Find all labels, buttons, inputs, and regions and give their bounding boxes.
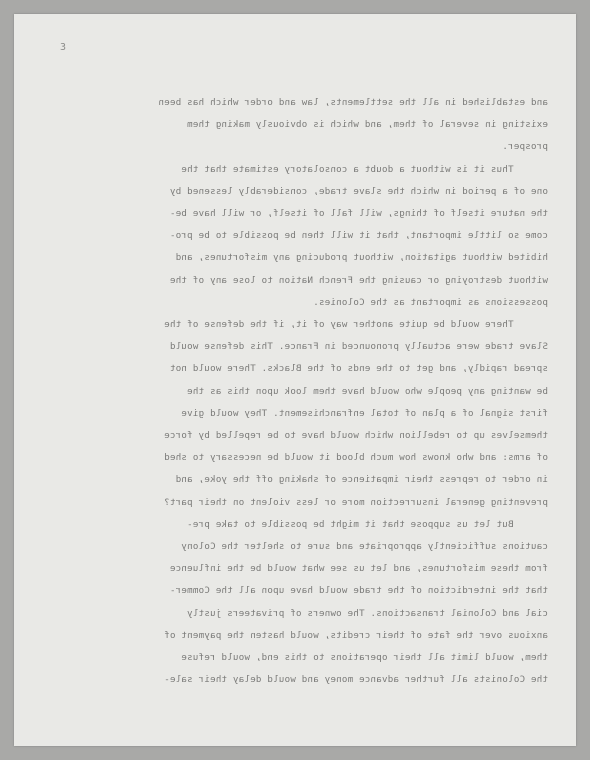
page-number: 3 <box>60 42 67 53</box>
text-line: the nature itself of things, will fall of itself, or will have be- <box>169 208 548 220</box>
text-line: possessions as important as the Colonies. <box>313 296 548 308</box>
document-page <box>14 14 576 746</box>
text-line: hibited without agitation, without producing any misfortunes, and <box>175 252 548 264</box>
text-line: prosper. <box>502 141 548 153</box>
text-line: There would be quite another way of it, if the defense of the <box>164 319 548 331</box>
text-line: anxious over the fate of their credits, would hasten the payment of <box>164 629 548 641</box>
text-line: that the interdiction of the trade would have upon all the Commer- <box>169 585 548 597</box>
text-line: and established in all the settlements, law and order which has been <box>158 97 548 108</box>
text-line: from these misfortunes, and let us see what would be the influence <box>169 563 548 575</box>
mirrored-typewritten-text <box>58 92 548 691</box>
text-line: come so little important, that it will then be possible to be pro- <box>169 230 548 242</box>
text-line: spread rapidly, and get to the ends of the Blacks. There would not <box>169 363 548 375</box>
text-line: in order to repress their impatience of shaking off the yoke, and <box>175 474 548 486</box>
text-line: them, would limit all their operations to this end, would refuse <box>181 652 548 664</box>
text-line: Thus it is without a doubt a consolatory estimate that the <box>181 163 548 175</box>
text-line: first signal of a plan of total enfranchisement. They would give <box>181 407 548 419</box>
text-line: of arms: and who knows how much blood it would be necessary to shed <box>164 452 548 464</box>
text-line: cial and Colonial transactions. The owners of privateers justly <box>186 607 548 619</box>
text-line: existing in several of them, and which is obviously making them <box>186 119 548 131</box>
text-line: be wanting any people who would have them look upon this as the <box>186 385 548 397</box>
text-line: preventing general insurrection more or less violent on their part? <box>164 496 548 508</box>
text-line: the Colonists all further advance money and would delay their sale- <box>164 674 548 686</box>
text-line: Slave trade were actually pronounced in France. This defense would <box>169 341 548 353</box>
text-line: But let us suppose that it might be possible to take pre- <box>186 518 548 530</box>
text-line: without destroying or causing the French Nation to lose any of the <box>169 274 548 286</box>
text-line: one of a period in which the slave trade, considerably lessened by <box>169 185 548 197</box>
text-line: themselves up to rebellion which would have to be repelled by force <box>164 430 548 442</box>
text-line: cautions sufficiently appropriate and sure to shelter the Colony <box>181 541 548 553</box>
